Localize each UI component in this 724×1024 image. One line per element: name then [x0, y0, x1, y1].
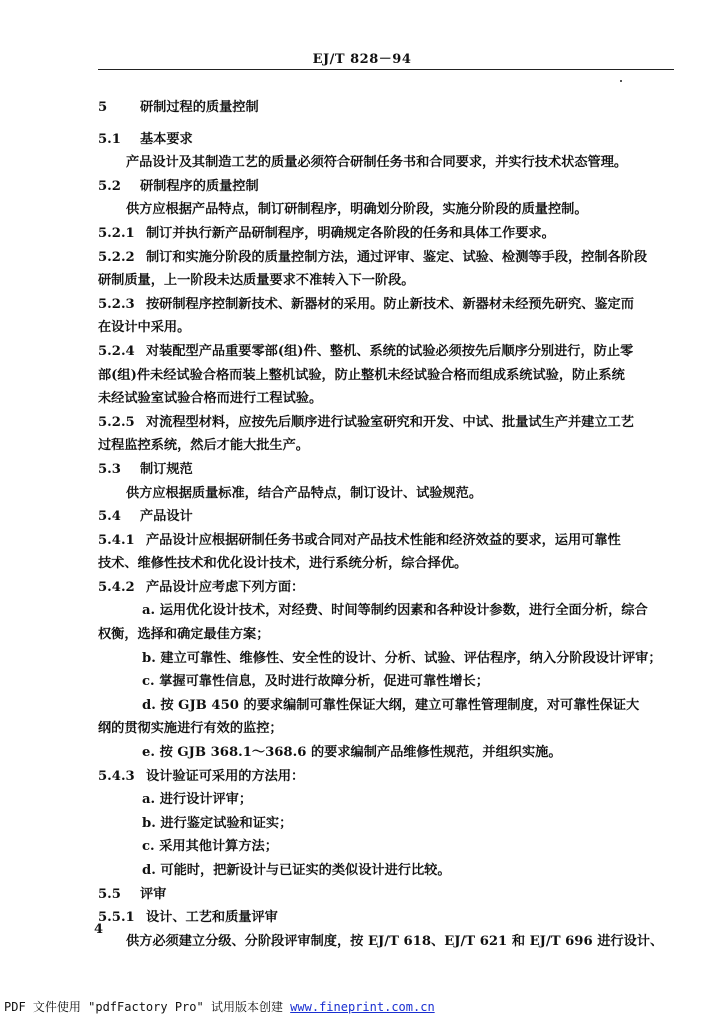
- clause-body: 产品设计及其制造工艺的质量必须符合研制任务书和合同要求，并实行技术状态管理。: [126, 155, 628, 171]
- clause-title: 设计验证可采用的方法用：: [146, 768, 305, 784]
- list-label: b.: [142, 650, 156, 666]
- list-label: d.: [142, 863, 156, 878]
- clause-text: 对装配型产品重要零部(组)件、整机、系统的试验必须按先后顺序分别进行，防止零: [146, 343, 634, 359]
- clause-5-5-1: [98, 906, 676, 930]
- clause-5-2-5: [98, 411, 676, 435]
- clause-number: 5.2.3: [98, 296, 135, 312]
- list-item-a: [98, 599, 676, 623]
- clause-number: 5.5: [98, 886, 121, 902]
- list-text: 进行鉴定试验和证实；: [160, 815, 293, 831]
- clause-5-2-1: [98, 222, 676, 246]
- list-text: 建立可靠性、维修性、安全性的设计、分析、试验、评估程序，纳入分阶段设计评审；: [160, 650, 662, 666]
- clause-title: 设计、工艺和质量评审: [146, 910, 278, 926]
- clause-number: 5.4.2: [98, 579, 135, 595]
- list-label: d.: [142, 697, 156, 713]
- footer-text: PDF 文件使用 "pdfFactory Pro" 试用版本创建: [4, 1000, 291, 1014]
- list-label: c.: [142, 839, 155, 855]
- clause-number: 5.4: [98, 509, 121, 525]
- list-item-c: [98, 835, 676, 859]
- clause-number: 5.4.1: [98, 532, 135, 548]
- list-item-c: [98, 670, 676, 694]
- clause-number: 5.3: [98, 461, 121, 477]
- clause-body: 供方应根据质量标准，结合产品特点，制订设计、试验规范。: [126, 485, 483, 501]
- clause-text-cont: 过程监控系统，然后才能大批生产。: [98, 438, 309, 454]
- footer-link[interactable]: www.fineprint.com.cn: [290, 1000, 435, 1014]
- clause-number: 5.4.3: [98, 768, 135, 784]
- clause-number: 5.2: [98, 178, 121, 194]
- clause-body: 供方应根据产品特点，制订研制程序，明确划分阶段，实施分阶段的质量控制。: [126, 202, 588, 218]
- clause-text-cont: 在设计中采用。: [98, 320, 191, 336]
- clause-5-2: [98, 175, 676, 199]
- clause-text: 产品设计应根据研制任务书或合同对产品技术性能和经济效益的要求，运用可靠性: [146, 532, 621, 548]
- page-number: 4: [94, 922, 104, 937]
- clause-title: 评审: [140, 886, 167, 902]
- list-item-cont: 权衡，选择和确定最佳方案；: [98, 627, 270, 643]
- list-item-cont: 纲的贯彻实施进行有效的监控；: [98, 721, 283, 737]
- clause-5-4: [98, 505, 676, 529]
- page-header: EJ/T 828－94: [312, 52, 412, 67]
- list-label: c.: [142, 674, 155, 690]
- clause-5-1: [98, 128, 676, 152]
- clause-number: 5.2.1: [98, 225, 135, 241]
- list-item-b: [98, 812, 676, 836]
- list-item-a: [98, 788, 676, 812]
- clause-text-cont: 技术、维修性技术和优化设计技术，进行系统分析，综合择优。: [98, 556, 468, 572]
- list-text: 可能时，把新设计与已证实的类似设计进行比较。: [160, 863, 451, 878]
- section-title: [98, 96, 676, 120]
- clause-title: 制订规范: [140, 461, 193, 477]
- list-text: 进行设计评审；: [159, 792, 253, 808]
- clause-5-4-3: [98, 765, 676, 789]
- list-item-d: [98, 694, 676, 718]
- clause-title: 基本要求: [140, 131, 193, 147]
- list-text: 运用优化设计技术，对经费、时间等制约因素和各种设计参数，进行全面分析，综合: [159, 603, 648, 619]
- list-text: 按 GJB 450 的要求编制可靠性保证大纲，建立可靠性管理制度，对可靠性保证大: [160, 697, 640, 713]
- clause-number: 5.2.5: [98, 414, 135, 430]
- clause-number: 5.1: [98, 131, 121, 147]
- clause-text-cont: 部(组)件未经试验合格而装上整机试验，防止整机未经试验合格而组成系统试验，防止系统: [98, 367, 625, 383]
- clause-5-2-3: [98, 293, 676, 317]
- list-text: 采用其他计算方法；: [159, 839, 278, 855]
- section-title-text: 研制过程的质量控制: [140, 100, 259, 115]
- scan-speck: [620, 80, 622, 82]
- clause-text-cont: 研制质量，上一阶段未达质量要求不准转入下一阶段。: [98, 273, 415, 289]
- list-label: b.: [142, 815, 156, 831]
- document-body: [98, 96, 676, 953]
- list-item-e: [98, 741, 676, 765]
- list-item-b: [98, 647, 676, 671]
- list-label: a.: [142, 792, 156, 808]
- clause-text: 制订并执行新产品研制程序，明确规定各阶段的任务和具体工作要求。: [146, 225, 555, 241]
- clause-5-2-4: [98, 340, 676, 364]
- clause-text: 对流程型材料，应按先后顺序进行试验室研究和开发、中试、批量试生产并建立工艺: [146, 414, 634, 430]
- clause-text: 制订和实施分阶段的质量控制方法，通过评审、鉴定、试验、检测等手段，控制各阶段: [146, 249, 648, 265]
- clause-title: 研制程序的质量控制: [140, 178, 259, 194]
- clause-5-4-2: [98, 576, 676, 600]
- clause-number: 5.5.1: [98, 910, 135, 926]
- clause-5-3: [98, 458, 676, 482]
- list-item-d: [98, 859, 676, 883]
- list-text: 按 GJB 368.1～368.6 的要求编制产品维修性规范，并组织实施。: [159, 745, 562, 761]
- clause-body: 供方必须建立分级、分阶段评审制度，按 EJ/T 618、EJ/T 621 和 EJ/T 696 进行设计、: [126, 933, 664, 949]
- list-label: a.: [142, 603, 156, 619]
- clause-title: 产品设计: [140, 509, 193, 525]
- clause-number: 5.2.2: [98, 249, 135, 265]
- clause-text-cont: 未经试验室试验合格而进行工程试验。: [98, 391, 323, 407]
- clause-5-2-2: [98, 246, 676, 270]
- list-label: e.: [142, 745, 155, 761]
- clause-number: 5.2.4: [98, 343, 135, 359]
- clause-text: 按研制程序控制新技术、新器材的采用。防止新技术、新器材未经预先研究、鉴定而: [146, 296, 634, 312]
- list-text: 掌握可靠性信息，及时进行故障分析，促进可靠性增长；: [159, 674, 489, 690]
- section-number: 5: [98, 100, 108, 115]
- clause-5-5: [98, 883, 676, 907]
- pdf-footer: [0, 998, 724, 1015]
- clause-title: 产品设计应考虑下列方面：: [146, 579, 305, 595]
- clause-5-4-1: [98, 529, 676, 553]
- header-rule: [98, 69, 674, 70]
